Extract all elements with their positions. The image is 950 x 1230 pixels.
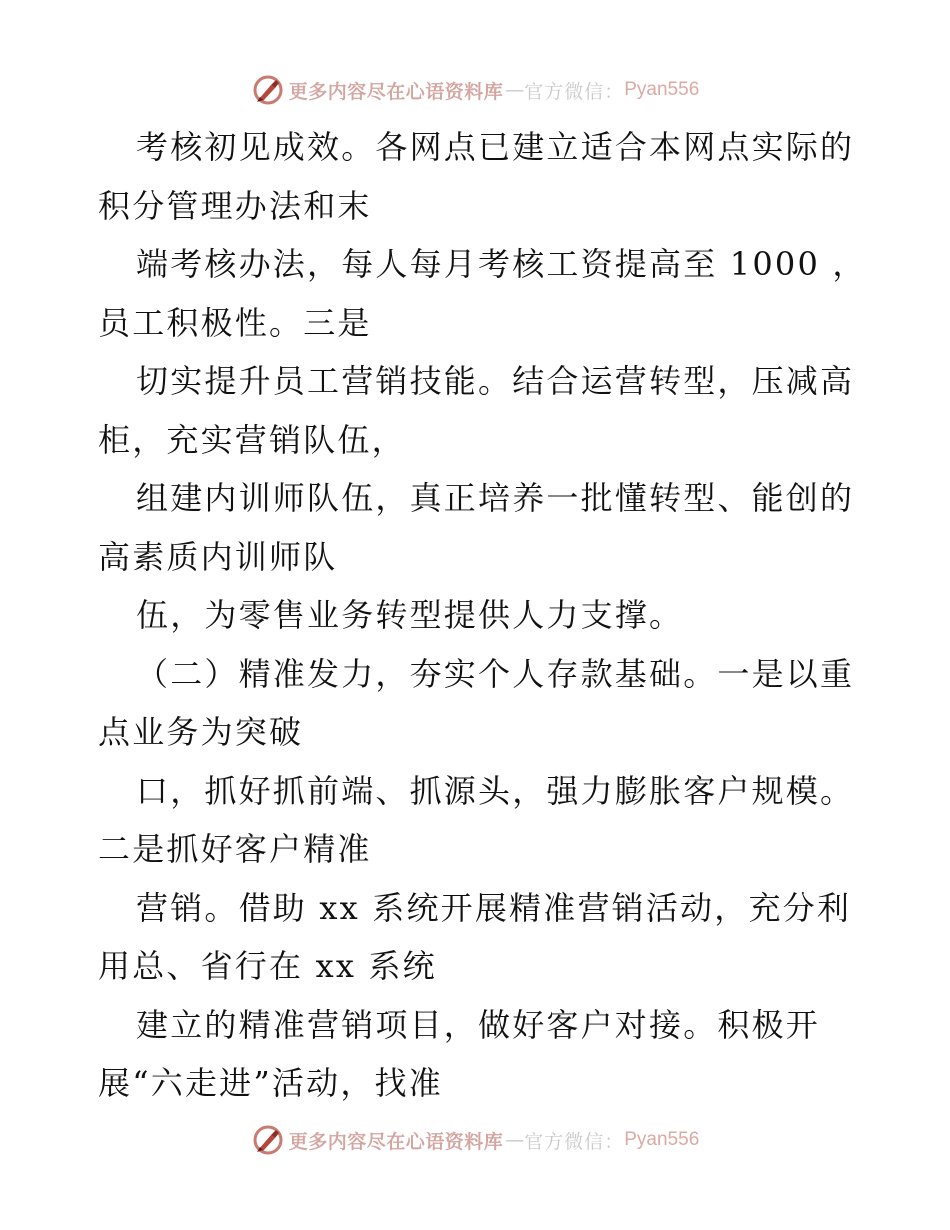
paragraph-line: 营销。借助 xx 系统开展精准营销活动，充分利: [136, 888, 852, 927]
paragraph-line: 员工积极性。三是: [98, 303, 372, 342]
paragraph-line: 二是抓好客户精准: [98, 830, 372, 868]
paragraph-line: 积分管理办法和末: [98, 186, 372, 225]
paragraph-line: 展“六走进”活动，找准: [98, 1064, 443, 1102]
watermark-id: Pyan556: [624, 79, 700, 100]
watermark-separator: —: [505, 79, 525, 101]
paragraph-line: 考核初见成效。各网点已建立适合本网点实际的: [136, 128, 855, 166]
header-watermark: [0, 70, 950, 110]
paragraph: [98, 996, 858, 1113]
paragraph: [98, 352, 858, 469]
paragraph-line: 建立的精准营销项目，做好客户对接。积极开: [136, 1005, 821, 1044]
watermark-sub-text: 官方微信：: [524, 1130, 625, 1153]
watermark-id: Pyan556: [624, 1129, 700, 1150]
paragraph-line: 组建内训师队伍，真正培养一批懂转型、能创的: [136, 479, 855, 517]
watermark-sub-text: 官方微信：: [524, 80, 625, 103]
paragraph-line: 切实提升员工营销技能。结合运营转型，压减高: [136, 362, 855, 400]
paragraph: [98, 645, 858, 762]
pen-logo-icon: [251, 73, 285, 107]
paragraph-line: 端考核办法，每人每月考核工资提高至 1000 ，: [136, 245, 867, 283]
watermark-separator: —: [505, 1129, 525, 1151]
paragraph-line: （二）精准发力，夯实个人存款基础。一是以重: [136, 654, 855, 693]
watermark-main-text: 更多内容尽在心语资料库: [288, 80, 504, 103]
footer-watermark: [0, 1120, 950, 1160]
watermark-main-text: 更多内容尽在心语资料库: [288, 1130, 504, 1153]
paragraph-line: 点业务为突破: [98, 713, 304, 751]
paragraph: [98, 586, 858, 645]
pen-logo-icon: [251, 1123, 285, 1157]
paragraph: [98, 762, 858, 879]
paragraph: [98, 235, 867, 352]
paragraph: [98, 469, 858, 586]
body-text: [98, 118, 867, 1113]
paragraph: [98, 118, 858, 235]
paragraph-line: 用总、省行在 xx 系统: [98, 947, 437, 985]
paragraph: [98, 879, 858, 996]
paragraph-line: 口，抓好抓前端、抓源头，强力膨胀客户规模。: [136, 771, 855, 810]
paragraph-line: 高素质内训师队: [98, 537, 338, 576]
paragraph-line: 伍，为零售业务转型提供人力支撑。: [136, 596, 684, 634]
paragraph-line: 柜，充实营销队伍，: [98, 420, 406, 459]
